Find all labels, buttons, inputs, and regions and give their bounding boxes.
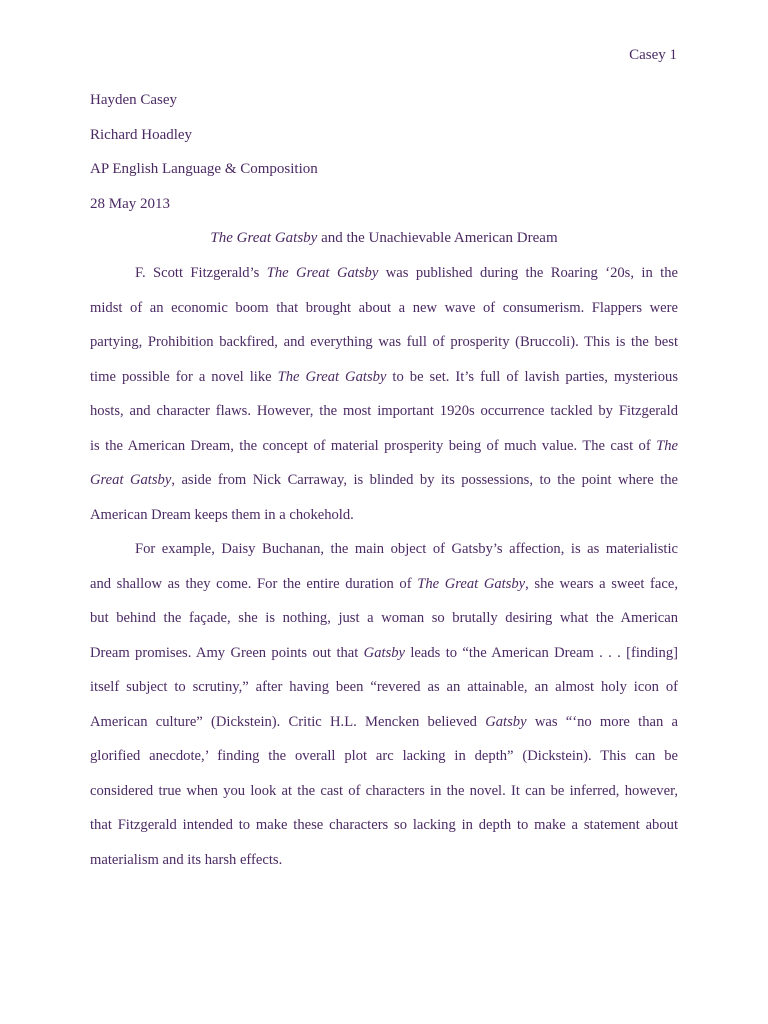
body-text-segment: but behind the façade, she is nothing, just a woman so brutally desiring what the American bbox=[90, 610, 678, 626]
body-line bbox=[90, 332, 678, 367]
body-text-segment: was “‘no more than a bbox=[526, 713, 678, 730]
essay-title bbox=[90, 228, 678, 248]
body-text-segment: midst of an economic boom that brought about a new wave of consumerism. Flappers were bbox=[90, 299, 678, 316]
mla-heading bbox=[90, 90, 318, 228]
body-line bbox=[90, 815, 678, 850]
body-text-segment: is the American Dream, the concept of material prosperity being of much value. The cast of bbox=[90, 437, 657, 454]
body-text-segment: was published during the Roaring ‘20s, in the bbox=[378, 265, 678, 281]
body-text-segment: considered true when you look at the cast of characters in the novel. It can be inferred, however, bbox=[90, 782, 678, 799]
body-line bbox=[90, 608, 678, 643]
italic-title-text: Great Gatsby bbox=[90, 472, 172, 488]
body-line bbox=[90, 470, 678, 505]
italic-title-text: Gatsby bbox=[485, 713, 527, 730]
body-text-segment: glorified anecdote,’ finding the overall plot arc lacking in depth” (Dickstein). This can be bbox=[90, 748, 678, 764]
italic-title-text: The Great Gatsby bbox=[417, 575, 526, 592]
body-text-segment: materialism and its harsh effects. bbox=[90, 851, 283, 868]
body-line bbox=[90, 539, 678, 574]
italic-title-text: The bbox=[656, 437, 678, 454]
body-line bbox=[90, 401, 678, 436]
body-line bbox=[90, 505, 678, 540]
body-text-segment: leads to “the American Dream . . . [finding] bbox=[405, 644, 678, 661]
student-name: Hayden Casey bbox=[90, 92, 178, 108]
italic-title-text: The Great Gatsby bbox=[266, 265, 379, 281]
body-text-segment: , she wears a sweet face, bbox=[525, 575, 678, 592]
body-text-segment: hosts, and character flaws. However, the most important 1920s occurrence tackled by Fitzgerald bbox=[90, 403, 678, 419]
body-text-segment: American Dream keeps them in a chokehold. bbox=[90, 506, 354, 523]
body-text-segment: partying, Prohibition backfired, and everything was full of prosperity (Bruccoli). This is the best bbox=[90, 334, 678, 350]
page-number-label: Casey 1 bbox=[629, 47, 677, 63]
body-text-segment: that Fitzgerald intended to make these characters so lacking in depth to make a statement about bbox=[90, 817, 678, 833]
body-text-segment: time possible for a novel like bbox=[90, 368, 278, 385]
body-text-segment: itself subject to scrutiny,” after having been “revered as an attainable, an almost holy icon of bbox=[90, 679, 678, 695]
body-line bbox=[90, 298, 678, 333]
italic-title-text: The Great Gatsby bbox=[277, 368, 387, 385]
body-line bbox=[90, 643, 678, 678]
essay-date: 28 May 2013 bbox=[90, 195, 170, 212]
body-line bbox=[90, 263, 678, 298]
body-line bbox=[90, 746, 678, 781]
body-text-segment: F. Scott Fitzgerald’s bbox=[135, 265, 267, 281]
body-line bbox=[90, 436, 678, 471]
page-header bbox=[629, 45, 677, 65]
body-line bbox=[90, 367, 678, 402]
body-text-segment: For example, Daisy Buchanan, the main object of Gatsby’s affection, is as materialistic bbox=[135, 541, 678, 557]
body-text-segment: , aside from Nick Carraway, is blinded by its possessions, to the point where the bbox=[171, 472, 679, 488]
course-name: AP English Language & Composition bbox=[90, 161, 318, 177]
body-text-segment: to be set. It’s full of lavish parties, mysterious bbox=[386, 368, 678, 385]
body-line bbox=[90, 781, 678, 816]
body-line bbox=[90, 574, 678, 609]
italic-title-text: Gatsby bbox=[363, 644, 406, 661]
title-book-name: The Great Gatsby bbox=[210, 230, 318, 246]
body-line bbox=[90, 712, 678, 747]
teacher-name: Richard Hoadley bbox=[90, 126, 193, 143]
title-rest: and the Unachievable American Dream bbox=[317, 230, 558, 246]
body-text-segment: Dream promises. Amy Green points out that bbox=[90, 644, 364, 661]
body-text-segment: American culture” (Dickstein). Critic H.L. Mencken believed bbox=[90, 713, 486, 730]
essay-body bbox=[90, 263, 678, 884]
body-line bbox=[90, 677, 678, 712]
body-line bbox=[90, 850, 678, 885]
body-text-segment: and shallow as they come. For the entire duration of bbox=[90, 575, 418, 592]
